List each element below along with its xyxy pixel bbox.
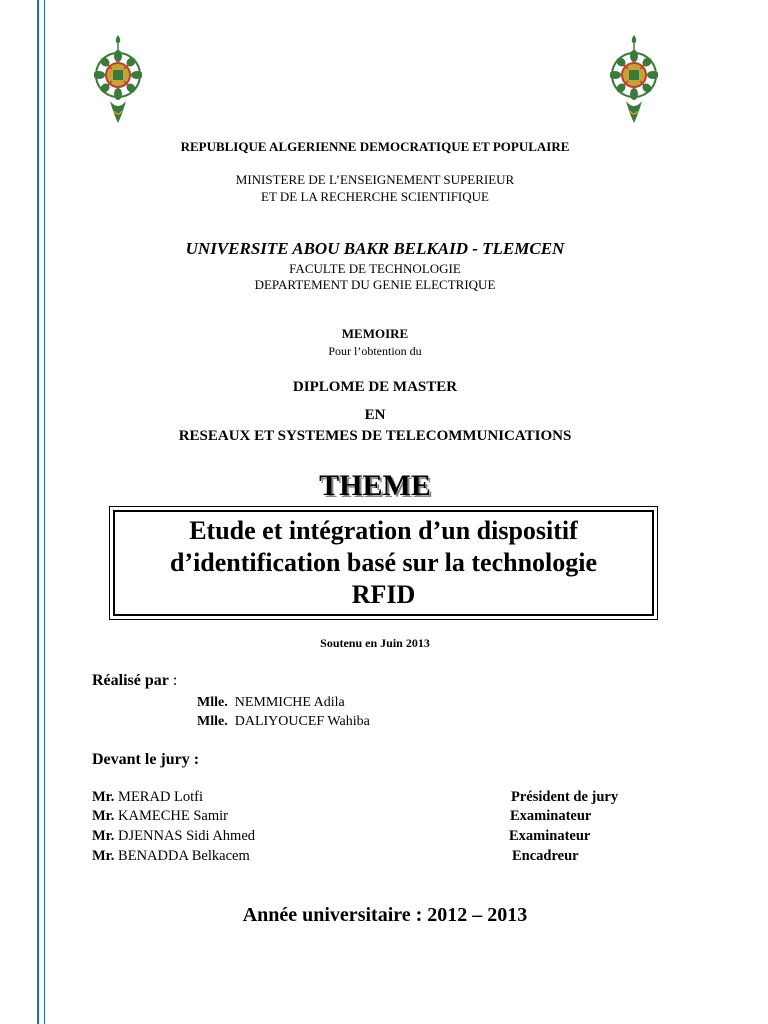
- jury-member-role: Examinateur: [509, 828, 591, 844]
- author-name: NEMMICHE Adila: [234, 695, 345, 710]
- page-border-inner: [44, 0, 45, 1024]
- jury-member-name: [92, 848, 250, 865]
- thesis-title-line-3: RFID: [351, 580, 416, 609]
- jury-member-title: Mr.: [92, 848, 115, 864]
- author-title: Mlle.: [197, 695, 228, 710]
- theme-heading: THEME: [319, 469, 431, 502]
- realise-colon: :: [168, 672, 178, 689]
- university-name: UNIVERSITE ABOU BAKR BELKAID - TLEMCEN: [185, 239, 565, 258]
- jury-member-name: [92, 789, 203, 806]
- ministry-line-2: ET DE LA RECHERCHE SCIENTIFIQUE: [261, 189, 489, 204]
- jury-member-title: Mr.: [92, 828, 115, 844]
- faculty-name: FACULTE DE TECHNOLOGIE: [289, 261, 461, 276]
- jury-member-fullname: MERAD Lotfi: [118, 789, 204, 805]
- department-name: DEPARTEMENT DU GENIE ELECTRIQUE: [254, 277, 496, 292]
- jury-member-name: [92, 828, 255, 845]
- jury-member-title: Mr.: [92, 789, 115, 805]
- author-name: DALIYOUCEF Wahiba: [234, 714, 370, 729]
- speciality-name: RESEAUX ET SYSTEMES DE TELECOMMUNICATIONS: [178, 428, 572, 444]
- author-item: [197, 714, 370, 730]
- jury-member-fullname: BENADDA Belkacem: [118, 848, 250, 864]
- defense-date: Soutenu en Juin 2013: [320, 636, 430, 650]
- jury-member-fullname: DJENNAS Sidi Ahmed: [118, 828, 256, 844]
- thesis-title-line-1: Etude et intégration d’un dispositif: [189, 516, 578, 545]
- academic-year: Année universitaire : 2012 – 2013: [242, 904, 528, 926]
- pour-obtention-text: Pour l’obtention du: [328, 344, 422, 358]
- page-border-outer: [37, 0, 39, 1024]
- jury-member-fullname: KAMECHE Samir: [118, 808, 229, 824]
- jury-label: Devant le jury :: [92, 751, 200, 768]
- republic-heading: REPUBLIQUE ALGERIENNE DEMOCRATIQUE ET POPULAIRE: [180, 139, 570, 154]
- diploma-name: DIPLOME DE MASTER: [292, 379, 458, 395]
- en-text: EN: [364, 407, 386, 423]
- jury-member-name: [92, 808, 228, 825]
- memoire-label: MEMOIRE: [341, 326, 409, 341]
- university-seal-right-icon: [610, 33, 658, 125]
- thesis-title-box: [109, 506, 658, 620]
- realise-par-label: [92, 672, 177, 690]
- jury-member-role: Encadreur: [512, 848, 579, 864]
- thesis-title-frame: [113, 510, 654, 616]
- ministry-line-1: MINISTERE DE L’ENSEIGNEMENT SUPERIEUR: [235, 172, 515, 187]
- author-item: [197, 695, 345, 711]
- jury-member-title: Mr.: [92, 808, 115, 824]
- thesis-title-line-2: d’identification basé sur la technologie: [169, 548, 598, 577]
- author-title: Mlle.: [197, 714, 228, 729]
- university-seal-left-icon: [94, 33, 142, 125]
- jury-member-role: Examinateur: [510, 808, 592, 824]
- jury-member-role: Président de jury: [511, 789, 619, 805]
- realise-label-text: Réalisé par: [92, 672, 169, 689]
